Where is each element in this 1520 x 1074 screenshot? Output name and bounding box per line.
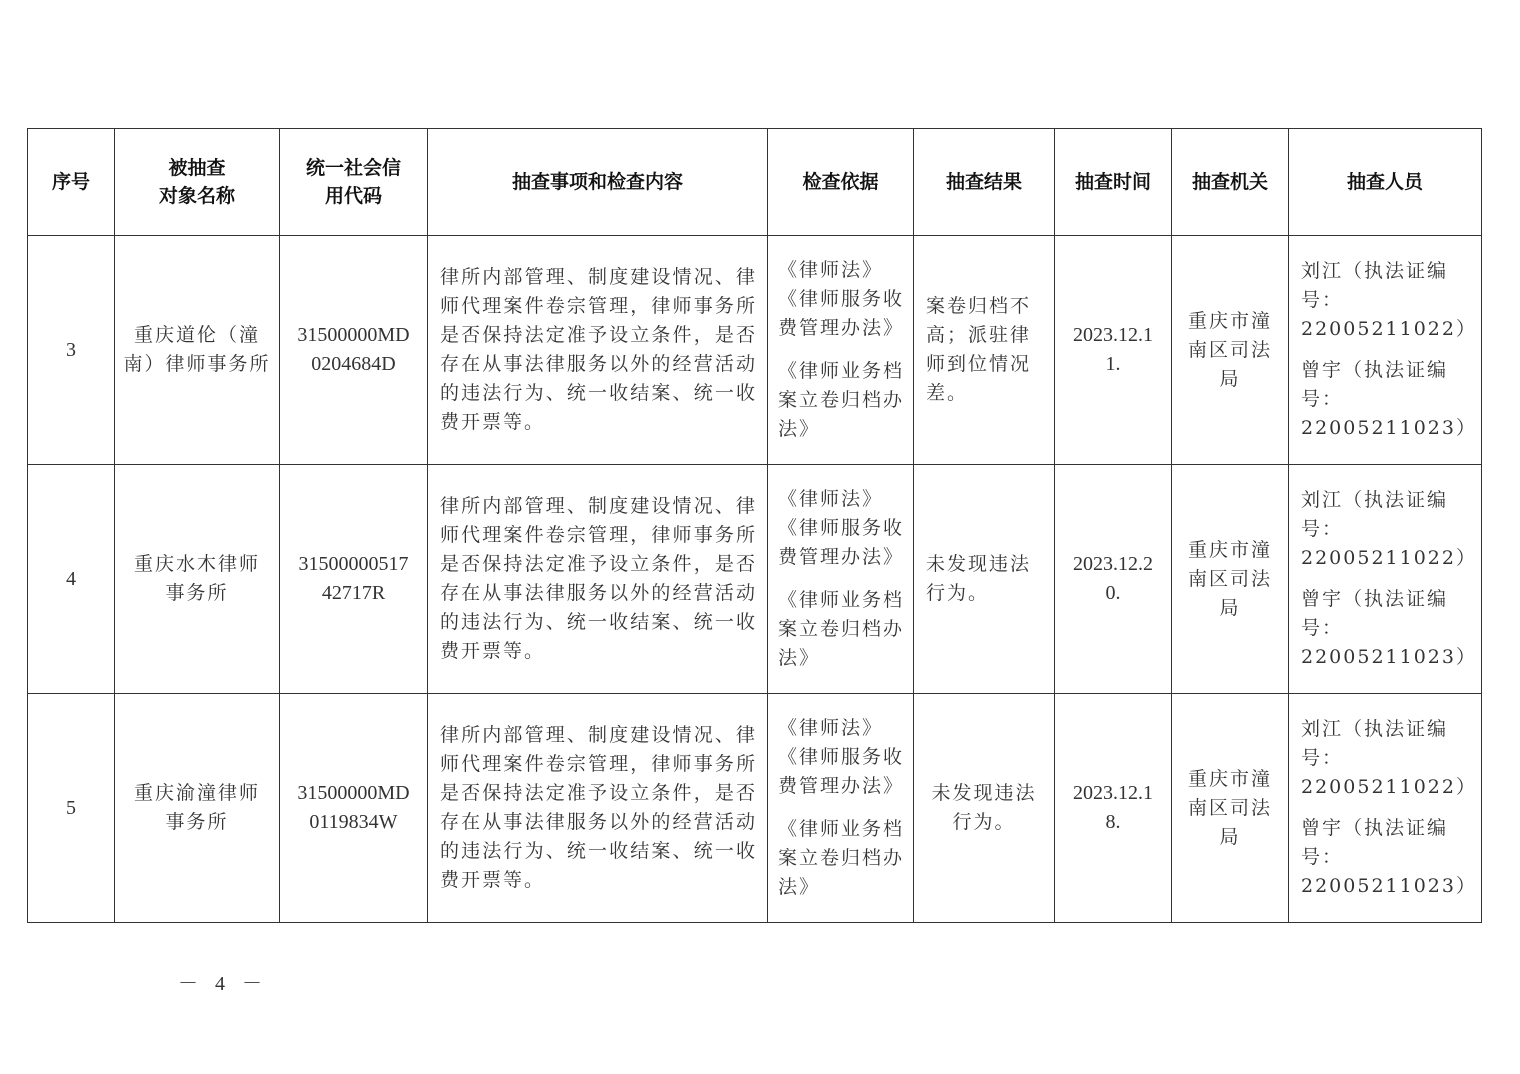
- row-time: 2023.12.1 1.: [1055, 236, 1172, 465]
- table-row: [28, 465, 1482, 694]
- row-code: 31500000MD 0119834W: [280, 694, 428, 923]
- header-content: 抽查事项和检查内容: [428, 129, 768, 236]
- row-seq: 5: [28, 694, 115, 923]
- table-row: [28, 236, 1482, 465]
- row-content: 律所内部管理、制度建设情况、律师代理案件卷宗管理，律师事务所是否保持法定准予设立条件，是否存在从事法律服务以外的经营活动的违法行为、统一收结案、统一收费开票等。: [428, 465, 768, 694]
- row-result: 未发现违法行为。: [914, 465, 1055, 694]
- row-basis: 《律师法》《律师服务收费管理办法》 《律师业务档案立卷归档办法》: [768, 465, 914, 694]
- header-agency: 抽查机关: [1172, 129, 1289, 236]
- page-number: － 4 －: [178, 973, 268, 995]
- row-code: 31500000MD 0204684D: [280, 236, 428, 465]
- row-seq: 4: [28, 465, 115, 694]
- row-result: 未发现违法行为。: [914, 694, 1055, 923]
- row-content: 律所内部管理、制度建设情况、律师代理案件卷宗管理，律师事务所是否保持法定准予设立条件，是否存在从事法律服务以外的经营活动的违法行为、统一收结案、统一收费开票等。: [428, 236, 768, 465]
- row-result: 案卷归档不高；派驻律师到位情况差。: [914, 236, 1055, 465]
- row-time: 2023.12.1 8.: [1055, 694, 1172, 923]
- row-time: 2023.12.2 0.: [1055, 465, 1172, 694]
- row-name: 重庆道伦（潼 南）律师事务所: [115, 236, 280, 465]
- row-basis: 《律师法》《律师服务收费管理办法》 《律师业务档案立卷归档办法》: [768, 694, 914, 923]
- row-name: 重庆渝潼律师 事务所: [115, 694, 280, 923]
- header-personnel: 抽查人员: [1289, 129, 1482, 236]
- header-row: [28, 129, 1482, 236]
- inspection-table: [27, 128, 1482, 923]
- row-basis: 《律师法》《律师服务收费管理办法》 《律师业务档案立卷归档办法》: [768, 236, 914, 465]
- row-seq: 3: [28, 236, 115, 465]
- row-code: 31500000517 42717R: [280, 465, 428, 694]
- row-name: 重庆水木律师 事务所: [115, 465, 280, 694]
- row-content: 律所内部管理、制度建设情况、律师代理案件卷宗管理，律师事务所是否保持法定准予设立条件，是否存在从事法律服务以外的经营活动的违法行为、统一收结案、统一收费开票等。: [428, 694, 768, 923]
- row-personnel: 刘江（执法证编号：22005211022） 曾宇（执法证编号：22005211023）: [1289, 694, 1482, 923]
- row-agency: 重庆市潼南区司法局: [1172, 236, 1289, 465]
- header-code: 统一社会信 用代码: [280, 129, 428, 236]
- row-personnel: 刘江（执法证编号：22005211022） 曾宇（执法证编号：22005211023）: [1289, 236, 1482, 465]
- row-agency: 重庆市潼南区司法局: [1172, 465, 1289, 694]
- header-basis: 检查依据: [768, 129, 914, 236]
- header-result: 抽查结果: [914, 129, 1055, 236]
- header-seq: 序号: [28, 129, 115, 236]
- header-time: 抽查时间: [1055, 129, 1172, 236]
- row-personnel: 刘江（执法证编号：22005211022） 曾宇（执法证编号：22005211023）: [1289, 465, 1482, 694]
- header-name: 被抽查 对象名称: [115, 129, 280, 236]
- table-row: [28, 694, 1482, 923]
- row-agency: 重庆市潼南区司法局: [1172, 694, 1289, 923]
